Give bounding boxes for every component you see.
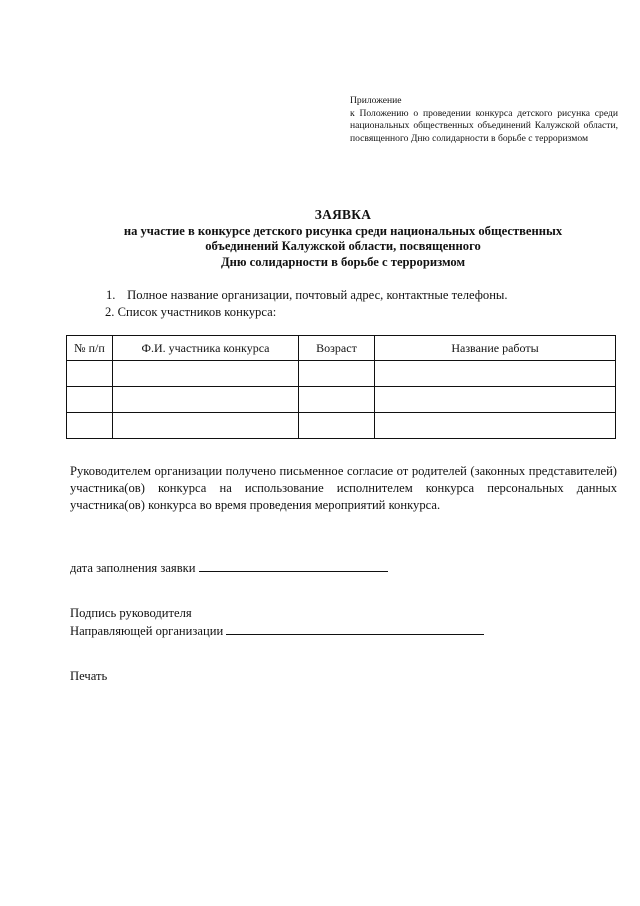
appendix-label: Приложение [350, 95, 402, 106]
table-cell[interactable] [113, 361, 299, 387]
signature-label-2: Направляющей организации [70, 623, 224, 638]
col-age-header: Возраст [299, 336, 375, 361]
item-number: 2. [105, 305, 115, 319]
heading-line-3: Дню солидарности в борьбе с терроризмом [220, 254, 466, 269]
col-number-header: № п/п [67, 336, 113, 361]
table-cell[interactable] [67, 413, 113, 439]
heading-line-1: на участие в конкурсе детского рисунка среди национальных общественных [123, 223, 563, 238]
list-item-participants [105, 304, 508, 321]
heading-line-2: объединений Калужской области, посвященного [205, 239, 481, 253]
table-row [67, 361, 616, 387]
appendix-note [350, 95, 618, 145]
table-cell[interactable] [299, 413, 375, 439]
fill-date-line[interactable] [199, 561, 388, 572]
table-cell[interactable] [67, 387, 113, 413]
table-cell[interactable] [113, 413, 299, 439]
stamp-label: Печать [70, 669, 108, 683]
col-work-title-header: Название работы [375, 336, 616, 361]
fill-date-row [70, 561, 388, 576]
table-cell[interactable] [375, 387, 616, 413]
table-cell[interactable] [375, 361, 616, 387]
document-title: ЗАЯВКА [314, 207, 372, 222]
participants-table [66, 335, 616, 439]
consent-paragraph: Руководителем организации получено письменное согласие от родителей (законных представителей) участника(ов) конкурса на использование исполнителем конкурса персональных данных участника(ов) конкурса во время проведения мероприятий конкурса. [70, 464, 617, 513]
table-cell[interactable] [299, 361, 375, 387]
signature-line[interactable] [226, 624, 484, 635]
table-cell[interactable] [113, 387, 299, 413]
fill-date-label: дата заполнения заявки [70, 561, 196, 575]
signature-label-1: Подпись руководителя [70, 606, 192, 620]
table-row [67, 387, 616, 413]
table-header-row [67, 336, 616, 361]
appendix-reference: к Положению о проведении конкурса детского рисунка среди национальных общественных объединений Калужской области, посвященного Дню солидарности в борьбе с терроризмом [350, 107, 618, 144]
item-text: Список участников конкурса: [117, 305, 277, 319]
signature-row [70, 623, 484, 641]
item-text: Полное название организации, почтовый адрес, контактные телефоны. [127, 288, 508, 302]
item-number: 1. [106, 288, 116, 302]
application-heading [60, 207, 626, 270]
list-item-organization [106, 287, 508, 304]
numbered-items [106, 287, 508, 321]
table-cell[interactable] [299, 387, 375, 413]
signature-block [70, 605, 484, 640]
col-name-header: Ф.И. участника конкурса [113, 336, 299, 361]
table-cell[interactable] [375, 413, 616, 439]
table-cell[interactable] [67, 361, 113, 387]
table-row [67, 413, 616, 439]
